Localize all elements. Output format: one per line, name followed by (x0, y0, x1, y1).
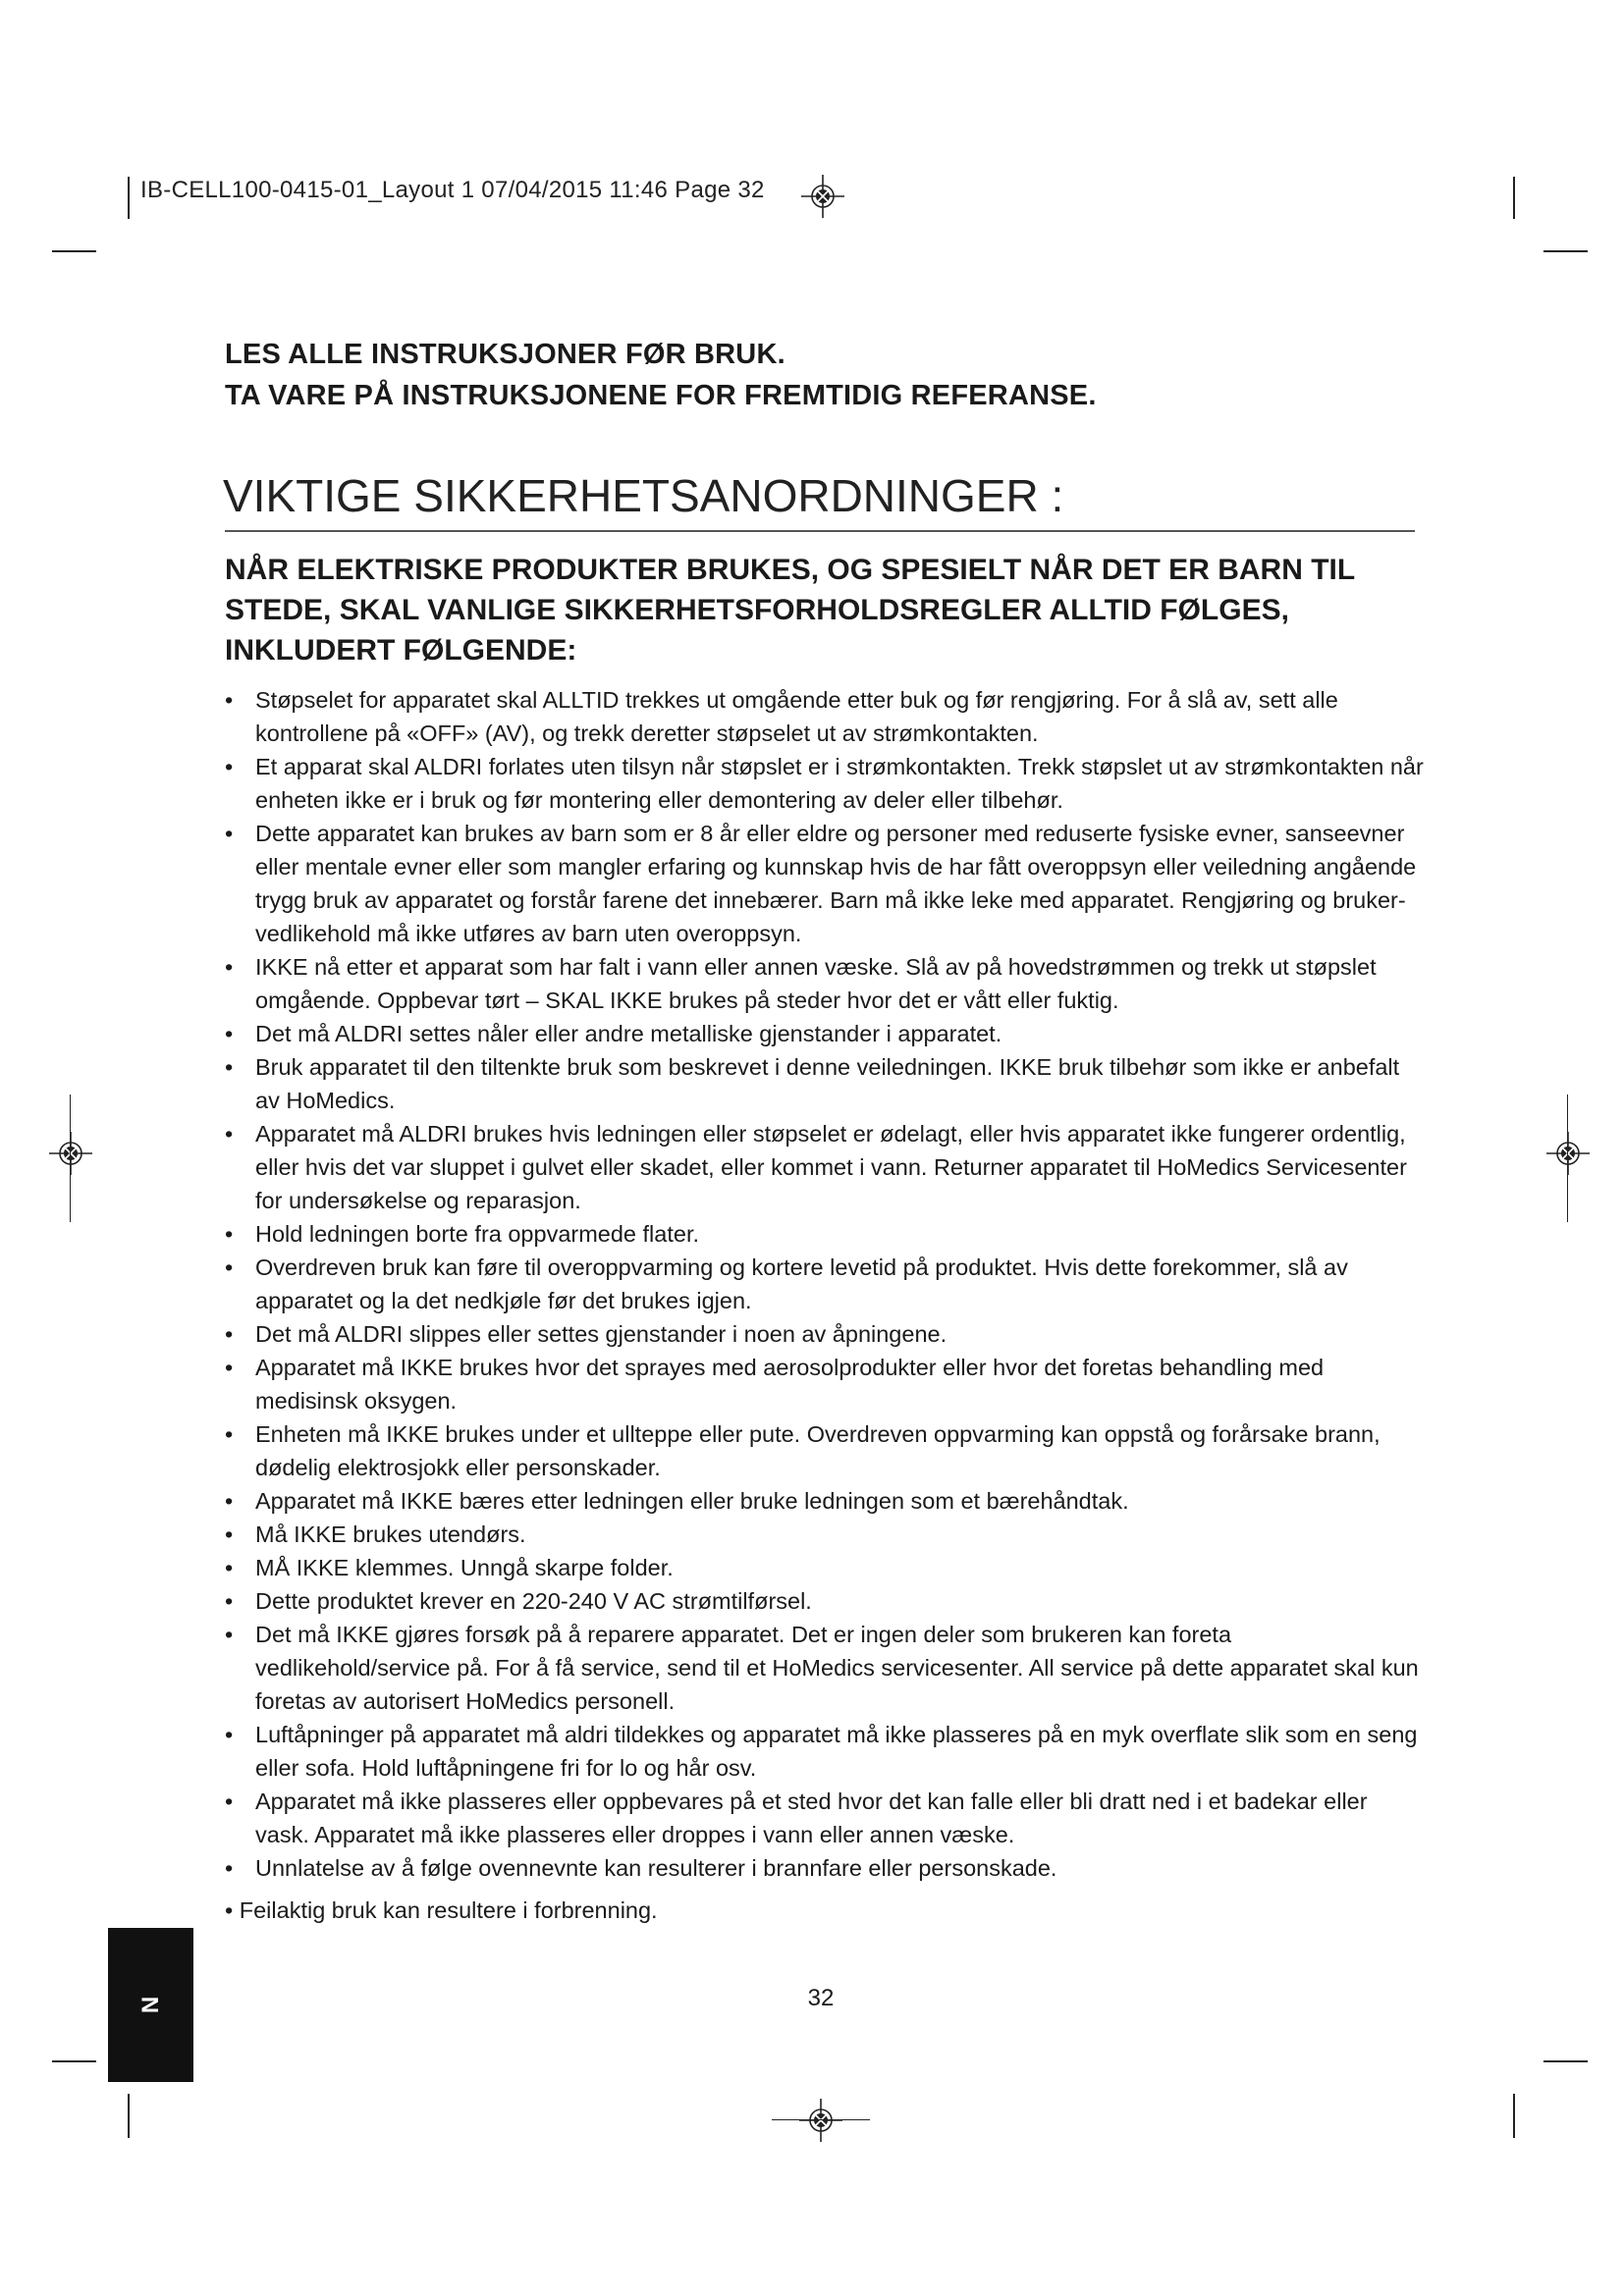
list-item: • Det må ALDRI settes nåler eller andre metalliske gjenstander i apparatet. (225, 1021, 1002, 1046)
crop-mark-top-right-horizontal (1543, 250, 1588, 252)
final-line: • Feilaktig bruk kan resultere i forbrenning. (225, 1897, 658, 1923)
crop-mark-bottom-left-horizontal (52, 2060, 96, 2062)
warning-heading: NÅR ELEKTRISKE PRODUKTER BRUKES, OG SPESIELT NÅR DET ER BARN TIL STEDE, SKAL VANLIGE SIKKERHETSFORHOLDSREGLER ALLTID FØLGES, INKLUDERT FØLGENDE: (225, 554, 1355, 667)
list-item: • Dette apparatet kan brukes av barn som er 8 år eller eldre og personer med reduserte fysiske evner, sanseevner eller mentale evner eller som mangler erfaring og kunnskap hvis de har fått overoppsyn eller veiledning angående trygg bruk av apparatet og forstår farene det innebærer. Barn må ikke leke med apparatet. Rengjøring og bruker- vedlikehold må ikke utføres av barn uten overoppsyn. (225, 821, 1417, 946)
list-item: • Det må IKKE gjøres forsøk på å reparere apparatet. Det er ingen deler som brukeren kan foreta vedlikehold/service på. For å få service, send til et HoMedics servicesenter. All service på dette apparatet skal kun foretas av autorisert HoMedics personell. (225, 1622, 1419, 1714)
print-slug: IB-CELL100-0415-01_Layout 1 07/04/2015 11:46 Page 32 (140, 177, 765, 203)
list-item: • Apparatet må IKKE bæres etter ledningen eller bruke ledningen som et bærehåndtak. (225, 1488, 1129, 1514)
list-item: • Apparatet må IKKE brukes hvor det sprayes med aerosolprodukter eller hvor det foretas behandling med medisinsk oksygen. (225, 1355, 1325, 1414)
language-tab (108, 1928, 193, 2082)
list-item: • Hold ledningen borte fra oppvarmede flater. (225, 1221, 700, 1247)
language-tab-label: N (136, 1996, 164, 2014)
safety-instructions-list (225, 683, 1425, 1885)
intro-line-1: LES ALLE INSTRUKSJONER FØR BRUK. (225, 339, 785, 370)
list-item: • Luftåpninger på apparatet må aldri tildekkes og apparatet må ikke plasseres på en myk overflate slik som en seng eller sofa. Hold luftåpningene fri for lo og hår osv. (225, 1722, 1418, 1781)
crop-mark-bottom-left-vertical (128, 2094, 130, 2138)
list-item: • Unnlatelse av å følge ovennevnte kan resulterer i brannfare eller personskade. (225, 1855, 1057, 1881)
list-item: • Apparatet må ALDRI brukes hvis ledningen eller støpselet er ødelagt, eller hvis apparatet ikke fungerer ordentlig, eller hvis det var sluppet i gulvet eller skadet, eller kommet i vann. Returner apparatet til HoMedics Servicesenter for undersøkelse og reparasjon. (225, 1121, 1407, 1213)
crop-mark-top-right-vertical (1513, 177, 1515, 219)
registration-mark-left-stem (70, 1095, 71, 1222)
title-rule (225, 530, 1415, 532)
list-item: • Støpselet for apparatet skal ALLTID trekkes ut omgående etter buk og før rengjøring. For å slå av, sett alle kontrollene på «OFF» (AV), og trekk deretter støpselet ut av strømkontakten. (225, 687, 1338, 746)
list-item: • Apparatet må ikke plasseres eller oppbevares på et sted hvor det kan falle eller bli dratt ned i et badekar eller vask. Apparatet må ikke plasseres eller droppes i vann eller annen væske. (225, 1789, 1368, 1847)
registration-mark-bottom-stem (772, 2119, 870, 2120)
crop-mark-bottom-right-horizontal (1543, 2060, 1588, 2062)
list-item: • Det må ALDRI slippes eller settes gjenstander i noen av åpningene. (225, 1321, 947, 1347)
page-number: 32 (807, 1985, 835, 2011)
list-item: • Dette produktet krever en 220-240 V AC strømtilførsel. (225, 1588, 812, 1614)
list-item: • Må IKKE brukes utendørs. (225, 1522, 526, 1547)
registration-mark-bottom-icon (799, 2099, 842, 2142)
list-item: • Et apparat skal ALDRI forlates uten tilsyn når støpslet er i strømkontakten. Trekk støpslet ut av strømkontakten når enheten ikke er i bruk og før montering eller demontering av deler eller tilbehør. (225, 754, 1424, 813)
list-item: • IKKE nå etter et apparat som har falt i vann eller annen væske. Slå av på hovedstrømmen og trekk ut støpslet omgående. Oppbevar tørt – SKAL IKKE brukes på steder hvor det er vått eller fuktig. (225, 954, 1377, 1013)
intro-line-2: TA VARE PÅ INSTRUKSJONENE FOR FREMTIDIG REFERANSE. (225, 380, 1097, 411)
list-item: • Overdreven bruk kan føre til overoppvarming og kortere levetid på produktet. Hvis dette forekommer, slå av apparatet og la det nedkjøle før det brukes igjen. (225, 1255, 1348, 1313)
section-title: VIKTIGE SIKKERHETSANORDNINGER : (223, 470, 1064, 521)
registration-mark-right-icon (1546, 1132, 1590, 1175)
crop-mark-top-left-horizontal (52, 250, 96, 252)
list-item: • Bruk apparatet til den tiltenkte bruk som beskrevet i denne veiledningen. IKKE bruk tilbehør som ikke er anbefalt av HoMedics. (225, 1054, 1400, 1113)
crop-mark-bottom-right-vertical (1513, 2094, 1515, 2138)
registration-mark-left-icon (49, 1132, 92, 1175)
registration-mark-right-stem (1567, 1095, 1568, 1222)
registration-mark-top-icon (801, 175, 844, 218)
list-item: • MÅ IKKE klemmes. Unngå skarpe folder. (225, 1555, 674, 1580)
crop-mark-top-left-vertical (128, 177, 130, 219)
list-item: • Enheten må IKKE brukes under et ullteppe eller pute. Overdreven oppvarming kan oppstå og forårsake brann, dødelig elektrosjokk eller personskader. (225, 1421, 1380, 1480)
